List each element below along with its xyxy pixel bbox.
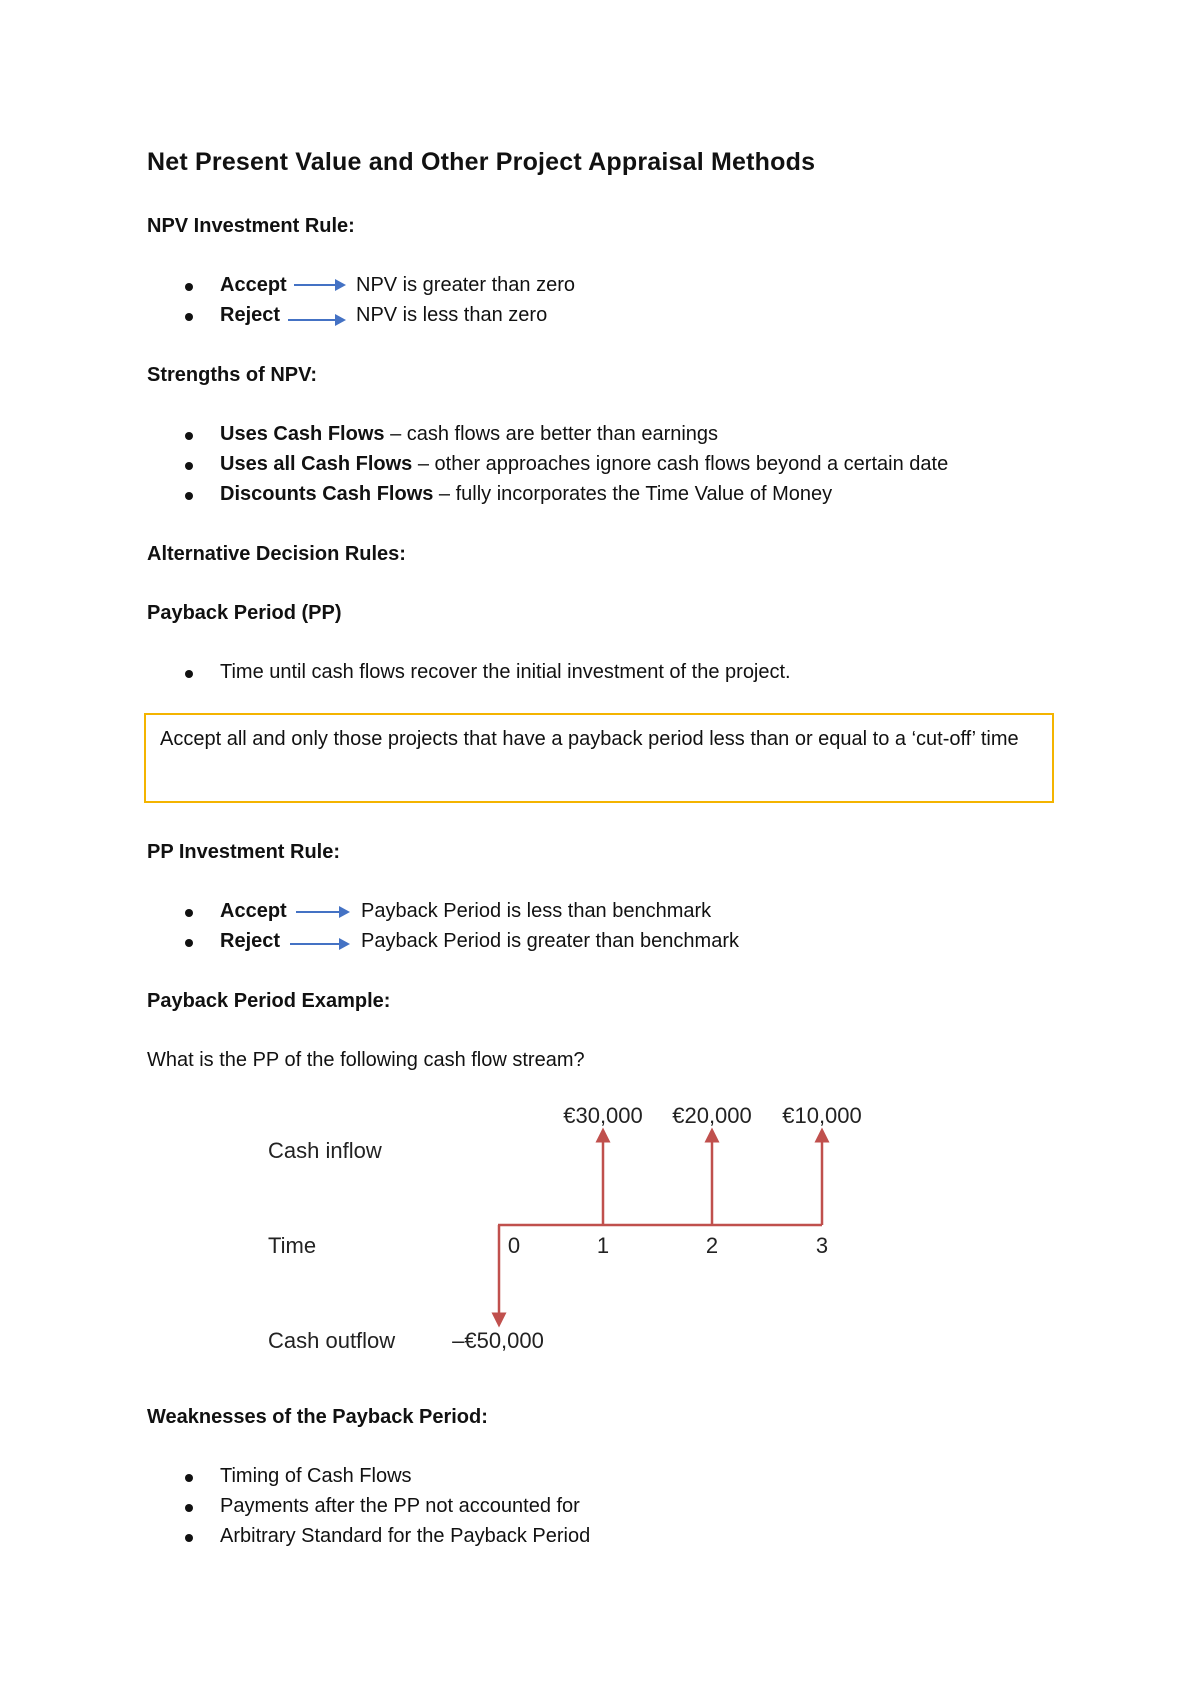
strength-text: – other approaches ignore cash flows beyond a certain date: [412, 453, 949, 475]
example-heading: Payback Period Example:: [147, 990, 391, 1012]
npv-accept-label: Accept: [220, 274, 287, 296]
strength-label: Discounts Cash Flows: [220, 483, 434, 505]
pp-rule-heading: PP Investment Rule:: [147, 841, 341, 863]
pp-accept-text: Payback Period is less than benchmark: [361, 900, 712, 922]
weakness-item: Arbitrary Standard for the Payback Period: [220, 1525, 591, 1547]
period-label: 0: [507, 1233, 521, 1258]
weakness-item: Payments after the PP not accounted for: [220, 1495, 580, 1517]
pp-reject-text: Payback Period is greater than benchmark: [361, 930, 739, 952]
strength-label: Uses Cash Flows: [220, 423, 385, 445]
strength-text: – cash flows are better than earnings: [384, 423, 719, 445]
inflow-amount: €20,000: [672, 1103, 752, 1128]
strength-label: Uses all Cash Flows: [220, 453, 413, 475]
weaknesses-heading-text: Weaknesses of the Payback Period:: [147, 1406, 488, 1428]
payback-rule-text: Accept all and only those projects that have a payback period less than or equal to a ‘cut-off’ time: [160, 728, 1019, 750]
payback-heading: Payback Period (PP): [147, 602, 342, 624]
alternatives-heading: Alternative Decision Rules:: [147, 543, 406, 565]
period-label: 3: [815, 1233, 829, 1258]
period-label: 1: [596, 1233, 610, 1258]
period-label: 2: [705, 1233, 719, 1258]
bullet-icon: [185, 1504, 193, 1512]
inflow-amount: €30,000: [563, 1103, 643, 1128]
payback-bullet-text: Time until cash flows recover the initial investment of the project.: [220, 661, 791, 683]
time-label: Time: [268, 1233, 317, 1258]
weaknesses-heading: [147, 1406, 488, 1429]
npv-reject-label: Reject: [220, 304, 281, 326]
bullet-icon: [185, 1534, 193, 1542]
page-title: Net Present Value and Other Project Appraisal Methods: [147, 148, 816, 176]
pp-accept-label: Accept: [220, 900, 287, 922]
npv-reject-text: NPV is less than zero: [356, 304, 548, 326]
npv-accept-text: NPV is greater than zero: [356, 274, 575, 296]
weakness-item: Timing of Cash Flows: [220, 1465, 412, 1487]
example-question: What is the PP of the following cash flow stream?: [147, 1049, 585, 1071]
inflow-amount: €10,000: [782, 1103, 862, 1128]
pp-reject-label: Reject: [220, 930, 281, 952]
bullet-icon: [185, 1474, 193, 1482]
cash-outflow-label: Cash outflow: [268, 1328, 396, 1353]
cash-inflow-label: Cash inflow: [268, 1138, 382, 1163]
strength-text: – fully incorporates the Time Value of Money: [433, 483, 833, 505]
strengths-heading: Strengths of NPV:: [147, 364, 318, 386]
outflow-amount: –€50,000: [452, 1328, 544, 1353]
npv-rule-heading: NPV Investment Rule:: [147, 215, 355, 237]
